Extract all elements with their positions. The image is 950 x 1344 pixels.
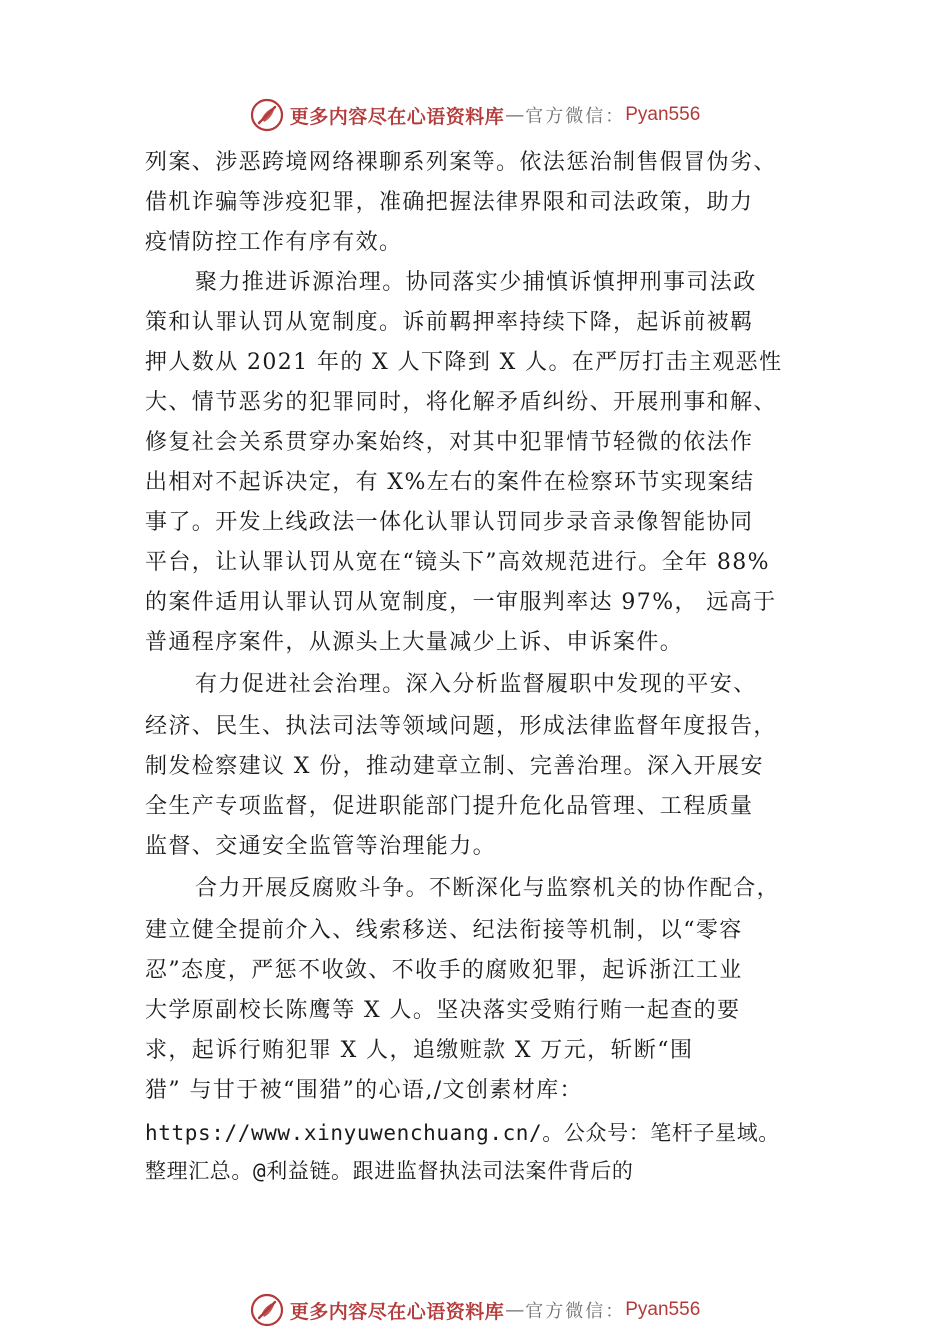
- text-line: 建立健全提前介入、线索移送、纪法衔接等机制，以“零容: [145, 918, 743, 943]
- footer-banner: [0, 1290, 950, 1330]
- text-line: 押人数从 2021 年的 X 人下降到 X 人。在严厉打击主观恶性: [145, 350, 783, 375]
- text-line: 策和认罪认罚从宽制度。诉前羁押率持续下降，起诉前被羁: [145, 310, 754, 335]
- text-line: 整理汇总。@利益链。跟进监督执法司法案件背后的: [145, 1159, 634, 1183]
- text-line: 经济、民生、执法司法等领域问题，形成法律监督年度报告，: [145, 714, 777, 739]
- url-text-line: https://www.xinyuwenchuang.cn/。公众号：笔杆子星域。: [145, 1121, 780, 1145]
- text-line: 全生产专项监督，促进职能部门提升危化品管理、工程质量: [145, 794, 754, 819]
- text-line: 大、情节恶劣的犯罪同时，将化解矛盾纠纷、开展刑事和解、: [145, 390, 777, 415]
- quill-seal-logo-icon: [250, 1293, 284, 1327]
- banner-main-text: 更多内容尽在心语资料库: [289, 1300, 505, 1323]
- quill-seal-logo-icon: [250, 98, 284, 132]
- paragraph-start-line: 有力促进社会治理。深入分析监督履职中发现的平安、: [195, 672, 757, 697]
- banner-wechat-label: 官方微信：: [525, 1301, 626, 1322]
- header-banner: [0, 95, 950, 135]
- paragraph-start-line: 合力开展反腐败斗争。不断深化与监察机关的协作配合，: [195, 876, 781, 901]
- text-line: 忍”态度，严惩不收敛、不收手的腐败犯罪，起诉浙江工业: [145, 958, 743, 983]
- banner-dash: —: [505, 104, 525, 126]
- text-line: 疫情防控工作有序有效。: [145, 230, 403, 255]
- text-line: 出相对不起诉决定，有 X%左右的案件在检察环节实现案结: [145, 470, 755, 495]
- text-line: 平台，让认罪认罚从宽在“镜头下”高效规范进行。全年 88%: [145, 550, 770, 575]
- text-line: 借机诈骗等涉疫犯罪，准确把握法律界限和司法政策，助力: [145, 190, 754, 215]
- text-line: 列案、涉恶跨境网络裸聊系列案等。依法惩治制售假冒伪劣、: [145, 150, 777, 175]
- banner-wechat-label: 官方微信：: [525, 106, 626, 127]
- text-line: 修复社会关系贯穿办案始终，对其中犯罪情节轻微的依法作: [145, 430, 754, 455]
- text-line: 大学原副校长陈鹰等 X 人。坚决落实受贿行贿一起查的要: [145, 998, 741, 1023]
- text-line: 求，起诉行贿犯罪 X 人，追缴赃款 X 万元，斩断“围: [145, 1038, 694, 1063]
- banner-wechat-id: Pyan556: [625, 1299, 701, 1320]
- paragraph-start-line: 聚力推进诉源治理。协同落实少捕慎诉慎押刑事司法政: [195, 270, 757, 295]
- text-line: 的案件适用认罪认罚从宽制度，一审服判率达 97%， 远高于: [145, 590, 777, 615]
- banner-dash: —: [505, 1299, 525, 1321]
- banner-wechat-id: Pyan556: [625, 104, 701, 125]
- text-line: 事了。开发上线政法一体化认罪认罚同步录音录像智能协同: [145, 510, 754, 535]
- text-line: 猎” 与甘于被“围猎”的心语,/文创素材库：: [145, 1078, 583, 1103]
- text-line: 监督、交通安全监管等治理能力。: [145, 834, 497, 859]
- text-line: 制发检察建议 X 份，推动建章立制、完善治理。深入开展安: [145, 754, 764, 779]
- banner-main-text: 更多内容尽在心语资料库: [289, 105, 505, 128]
- text-line: 普通程序案件，从源头上大量减少上诉、申诉案件。: [145, 630, 684, 655]
